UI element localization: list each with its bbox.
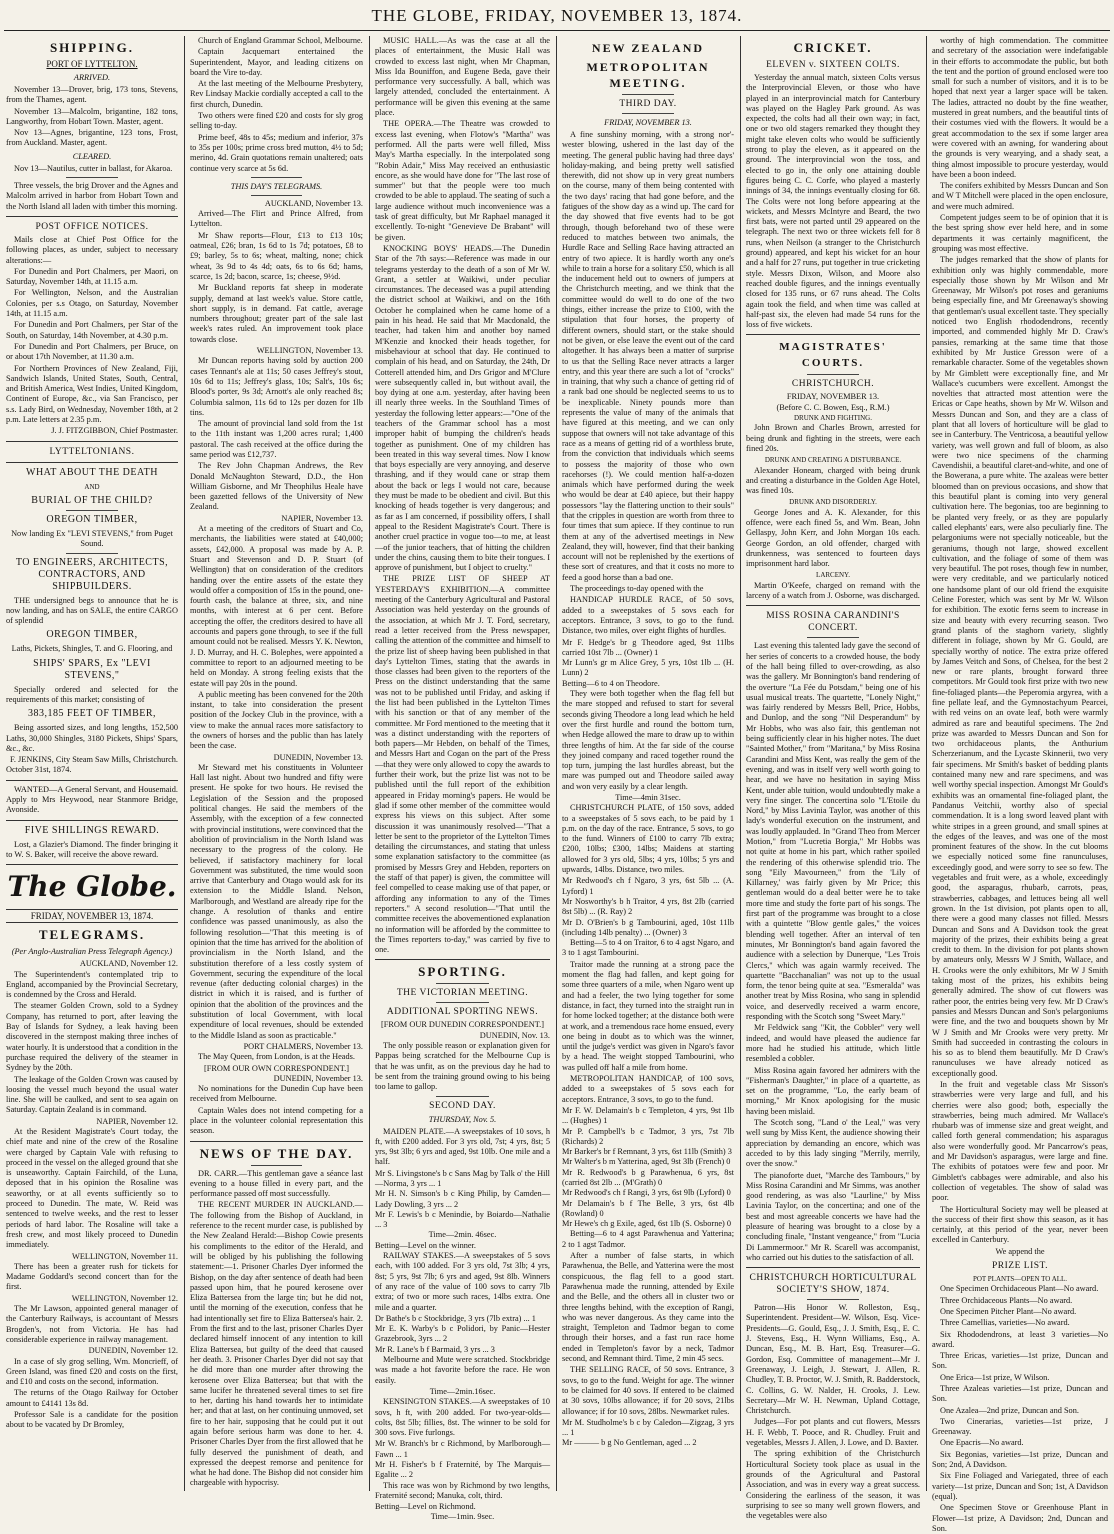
ad-jenkins: F. JENKINS, City Steam Saw Mills, Christchurch. (9, 755, 178, 765)
news-item: MUSIC HALL.—As was the case at all the places of entertainment, the Music Hall was crowded to excess last night, when Mr Chapman, Miss Ida Bouniffon, and Eugene Beda, gave their performance very successfully. A ball, which was largely attended, concluded the entertainment. A performance will be given this evening at the same place. (375, 36, 550, 118)
telegram: At a meeting of the creditors of Stuart and Co, merchants, the liabilities were stated at £40,000; assets, £42,000. A proposal was made by A. P. Stuart and Stevenson and D. P. Stuart (of Wellington) that on consideration of the creditors handing over the entire assets of the estate they would offer a composition of 15s in the pound, one-fourth cash, the balance at three, six, and nine months, with interest at 6 per cent. Before accepting the offer, the creditors desired to have all accounts and papers gone through, to see if the full amount could not be realised. Messrs Y. K. Newton, J. D. Murray, and H. C. Bolephes, were appointed a committee to report to an adjourned meeting to be held on Monday. A strong feeling exists that the estate will pay 20s in the pound. (190, 524, 363, 688)
correspondent-credit: [FROM OUR OWN CORRESPONDENT.] (203, 1063, 350, 1073)
telegram: The amount of provincial land sold from the 1st to the 11th instant was 1,200 acres rural; 1,400 pastoral. The cash received at the office during the same period was £12,737. (190, 419, 363, 459)
race-time: Time—2min. 46sec. (428, 1230, 497, 1240)
column-2 (190, 36, 363, 1491)
race-result: Mr ——— b g No Gentleman, aged ... 2 (562, 1438, 697, 1448)
race-result: Mr H. Fisher's b f Fraternité, by The Marquis—Egalite ... 2 (375, 1460, 550, 1480)
dateline-wellington: WELLINGTON, November 13. (256, 346, 363, 356)
section-heading-news-of-the-day: NEWS OF THE DAY. (199, 1145, 354, 1161)
ad-date: October 31st, 1874. (6, 765, 72, 775)
news-item: DR. CARR.—This gentleman gave a séance last evening to a house filled in every part, and the performance passed off most successfully. (190, 1168, 363, 1199)
sporting-item: The only possible reason or explanation given for Pappas being scratched for the Melbourne Cup is that he was unfit, as on the previous day he had to be sent from the training ground owing to his being too lame to gallop. (375, 1041, 550, 1092)
subheading-date: FRIDAY, NOVEMBER 13. (604, 118, 692, 127)
prize-entry: Two Cinerarias, varieties—1st prize, J Greenaway. (932, 1416, 1108, 1437)
telegram: Two others were fined £20 and costs for sly grog selling to-day. (190, 111, 363, 131)
prize-entry: One Specimen Stove or Greenhouse Plant in Flower—1st prize, A Davidson; 2nd, Duncan and Son. (932, 1503, 1108, 1533)
telegram: At the Resident Magistrate's Court today, the chief mate and nine of the crew of the Rosaline were charged by Captain Vale with refusing to proceed in the vessel on the alleged ground that she is unseaworthy. Captain Fairchild, of the Luna, deposed that in his opinion the Rosaline was seaworthy, or at all events sufficiently so to proceed to Dunedin. The mate, W. Reid was sentenced to twelve weeks, and the rest to lesser periods of hard labor. The Rosaline will take a fresh crew, and most likely proceed to Dunedin immediately. (6, 1127, 178, 1250)
column-4 (562, 36, 734, 1491)
race-betting: Betting—6 to 4 agst Parawhenua and Yatterina; 2 to 1 agst Tadmor. (562, 1229, 734, 1249)
column-1 (6, 36, 178, 1491)
cricket-report: Yesterday the annual match, sixteen Colts versus the Interprovincial Eleven, or those who have played in an interprovincial match for Canterbury was played on the Hagley Park ground. As was expected, the colts had all their own way; in fact, one or two old stagers remarked they thought they might take eleven colts who would be sufficiently strong to play the eleven, as it appeared on the ground. The interprovincial won the toss, and elected to go in, the only one attaining double figures being C. C. Corfe, who played a masterly innings of 34, the innings eventually closing for 68. The Colts were not long before appearing at the wickets, and Messrs McIntyre and Beard, the two first bats, were not parted until 29 appeared on the telegraph. The next two or three wickets fell for 8 runs, when Neilson (a stranger to the Christchurch ground) appeared, and kept his wicket for an hour and a half for 27 runs, put together in true cricketing style. Messrs Dixon, Wilson, and Moore also reached double figures, and the innings eventually closed for 135 runs, or 67 runs ahead. The Colts again took the field, and when time was called at half-past six, the eleven had made 54 runs for the loss of five wickets. (746, 73, 920, 330)
race-result: Mr M. Studholme's b c by Caledon—Zigzag, 3 yrs ... 1 (562, 1417, 734, 1438)
dateline: FRIDAY, NOVEMBER 13, 1874. (6, 909, 178, 923)
horticultural-report: Patron—His Honor W. Rolleston, Esq., Superintendent. President—W. Wilson, Esq. Vice-Presidents—G. Gould, Esq., J. J. Smith, Esq., E. C. J. Stevens, Esq., H. Wynn Williams, Esq., A. Duncan, Esq., M. B. Hart, Esq. Treasurer—G. Gordon, Esq. Committee of management—Mr J. Greenaway, J. Leigh, J. Stewart, J. Allen, R. Chudley, T. B. Proctor, W. J. Smith, R. Badderstock, C. Collins, G. W. Nalder, H. Crooks, J. Lew. Secretary—Mr W. H. Newman, Upland Cottage, Christchurch. (746, 1303, 920, 1416)
race-result: Dr Bathe's b c Stockbridge, 3 yrs (7lb extra) ... 1 (375, 1313, 536, 1323)
horticultural-report: Competent judges seem to be of opinion that it is the best spring show ever held here, and in some departments it was certainly magnificent, the grouping was most effective. (932, 213, 1108, 253)
race-description: RAILWAY STAKES.—A sweepstakes of 5 sovs each, with 100 added. For 3 yrs old, 7st 3lb; 4 yrs, 8st; 5 yrs, 9st 7lb; 6 yrs and aged, 9st 8lb. Winners of any race of the value of 100 sovs to carry 7lb extra; of two or more such races, 14lbs extra. One mile and a quarter. (375, 1251, 550, 1312)
prize-entry: Six Begonias, varieties—1st prize, Duncan and Son; 2nd, A Davidson. (932, 1449, 1108, 1470)
race-time: Time—4min 31sec. (615, 793, 681, 802)
agency-credit: (Per Anglo-Australian Press Telegraph Agency.) (11, 947, 173, 957)
race-betting: Betting—Level on the winner. (375, 1240, 476, 1250)
court-case: John Brown and Charles Brown, arrested for being drunk and fighting in the streets, were each fined 20s. (746, 423, 920, 453)
court-case: Alexander Honeam, charged with being drunk and creating a disturbance in the Golden Age Hotel, was fined 10s. (746, 465, 920, 496)
masthead: THE GLOBE, FRIDAY, NOVEMBER 13, 1874. (371, 6, 743, 25)
telegram: The Rev John Chapman Andrews, the Rev Donald McNaughton Steward, D.D., the Hon William Gisborne, and Mr Theophilus Heale have been gazetted fellows of the University of New Zealand. (190, 461, 363, 512)
column-3 (375, 36, 550, 1522)
subheading-match: ELEVEN v. SIXTEEN COLTS. (766, 60, 900, 70)
section-heading-telegrams: TELEGRAMS. (38, 927, 146, 943)
telegram: The May Queen, from London, is at the Heads. (198, 1052, 355, 1062)
race-result: Mr Delamain's b f The Belle, 3 yrs, 6st 4lb (Rowland) 0 (562, 1198, 734, 1218)
race-result: Mr Redwood's ch f Ngaro, 3 yrs, 6st 5lb ... (A. Lyford) 1 (562, 876, 734, 896)
subheading-additional-news: ADDITIONAL SPORTING NEWS. (386, 1007, 539, 1018)
telegram: The Mr Lawson, appointed general manager of the Canterbury Railways, is accountant of Messrs Brogden's, not from Victoria. He has had considerable experience in railway management. (6, 1304, 178, 1344)
telegram: At the last meeting of the Melbourne Presbytery, Rev Lindsay Mackie cordially accepted a call to the first church, Dunedin. (190, 79, 363, 109)
dateline-dunedin: DUNEDIN, November 12. (88, 1346, 178, 1356)
ad-oregon-timber: OREGON TIMBER, (46, 513, 138, 525)
section-heading-cricket: CRICKET. (793, 40, 873, 55)
telegram: There has been a greater rush for tickets for Madame Goddard's second concert than for the first. (6, 1261, 178, 1292)
concert-review: Miss Rosina again favored her admirers with the "Fisherman's Daughter," in place of a quartette, as set on the programme, "Lo, the early beam of morning," Mr Knox apologising for the music having been mislaid. (746, 1065, 920, 1116)
subheading-second-day: SECOND DAY. (429, 1100, 496, 1111)
race-betting: Betting—Level on Richmond. (375, 1502, 476, 1512)
telegram: Church of England Grammar School, Melbourne. (198, 36, 363, 45)
race-description: CHRISTCHURCH PLATE, of 150 sovs, added to a sweepstakes of 5 sovs each, to be paid by 1 p.m. on the day of the race. Entrance, 5 sovs, to go to the fund. Winners of £100 to carry 7lb extra; £200, 10lbs; £300, 14lbs; Maidens at starting allowed for 3 yrs old, 5lbs; 4 yrs, 10lbs; 5 yrs and upwards, 14lbs. Distance, two miles. (562, 803, 734, 875)
masthead-rule (4, 30, 1110, 31)
section-heading-metropolitan: METROPOLITAN MEETING. (586, 60, 710, 90)
race-result: Mr F. W. Delamain's b c Templeton, 4 yrs, 9st 1lb ... (Hughes) 1 (562, 1105, 734, 1126)
race-result: Mr W. Branch's br c Richmond, by Marlborough—Fawn ... 1 (375, 1439, 550, 1459)
race-report: Traitor made the running at a strong pace the moment the flag had fallen, and kept going for some three quarters of a mile, when Ngaro went up and had a feeler, the two lying together for some distance, in fact, they turned into the straight run in for home locked together; at the distance both were at work, and a tremendous race home ensued, every one being in doubt as to which was the winner, until the judge's verdict was given in Ngaro's favor by a head. The weight stopped Tambourini, who was pulled off half a mile from home. (562, 959, 734, 1072)
dateline-wellington: WELLINGTON, November 11. (72, 1251, 178, 1261)
telegram: The leakage of the Golden Crown was caused by loosing the vessel much beyond the usual water line. She will be caulked, and sent to sea again on Saturday. Captain Zealand is in command. (6, 1074, 178, 1115)
race-note: Melbourne and Mute were scratched. Stockbridge was made a hot favorite before the race. He won easily. (375, 1355, 550, 1385)
ad-lost: Lost, a Glazier's Diamond. The finder bringing it to W. S. Baker, will receive the above reward. (6, 839, 178, 859)
post-notice: For Dunedin and Port Chalmers, per Star of the South, on Saturday, 14th November, at 4.30 p.m. (6, 320, 178, 340)
prize-list-intro: We append the (995, 1246, 1045, 1256)
race-note: This race was won by Richmond by two lengths, Fraternité second; Manuka, colt, third. (375, 1480, 550, 1500)
section-heading-sporting: SPORTING. (418, 964, 507, 980)
race-description: METROPOLITAN HANDICAP, of 100 sovs, added to a sweepstakes of 5 sovs each for acceptors. Entrance, 3 sovs, to go to the fund. (562, 1074, 734, 1104)
ad-oregon-timber-2: OREGON TIMBER, (46, 629, 138, 641)
column-6 (932, 36, 1108, 1533)
ad-engineers: TO ENGINEERS, ARCHITECTS, CONTRACTORS, AND SHIPBUILDERS. (15, 556, 169, 592)
ad-burial: BURIAL OF THE CHILD? (31, 494, 153, 506)
race-result: Mr Nosworthy's b h Traitor, 4 yrs, 8st 2lb (carried 8st 5lb) ... (R. Ray) 2 (562, 896, 734, 917)
charge-heading: DRUNK AND DISORDERLY. (789, 498, 877, 507)
ad-what-about: WHAT ABOUT THE DEATH (26, 466, 158, 478)
dateline-port-chalmers: PORT CHALMERS, November 13. (243, 1041, 363, 1051)
news-item: THE PRIZE LIST OF SHEEP AT YESTERDAY'S EXHIBITION.—A committee meeting of the Canterbury Agricultural and Pastoral Association was held yesterday on the grounds of the association, at which Mr J. T. Ford, secretary, read a letter received from the Press newspaper, calling the attention of the committee and himself to the prize list of sheep having been published in that day's Lyttelton Times, stating that the awards in those classes had been given to the reporters of the Press on the distinct understanding that the same was not to be published until Friday, and asking if the list had been published in the Lyttelton Times with his sanction or that of any member of the committee. Mr Ford mentioned to the meeting that it was a distinct understanding with the reporters of both papers—Mr Hebden, on behalf of the Times, and Messrs Hart and Cogan on the part of the Press—that they were only allowed to copy the awards to further their work, but the prize list was not to be published until the full report of the exhibition appeared in Friday morning's papers. He would be glad if some other member of the committee would express his views on this subject. After some discussion it was unanimously resolved—"That a letter be sent to the proprietor of the Lyttelton Times detailing the circumstances, and stating that unless some explanation satisfactory to the committee (as promised by Messrs Grey and Hebden, reporters on the staff of that paper) is given, the committee will feel compelled to cease making use of that paper, or affording any information to any of the Times reporters." A second resolution—"That until the committee receives the abovementioned explanation no information will be afforded by the committee to the Times reporters to-day," was carried by five to one. (375, 574, 550, 955)
prize-entry: One Epacris—No award. (940, 1438, 1024, 1448)
telegram: Captain Jacquemart entertained the Superintendent, Mayor, and leading citizens on board the Vire to-day. (190, 47, 363, 77)
section-heading-horticultural: CHRISTCHURCH HORTICULTURAL SOCIETY'S SHOW, 1874. (749, 1273, 917, 1296)
shipping-note: Three vessels, the brig Drover and the Agnes and Malcolm arrived in harbor from Hobart Town and the North Island all laden with timber this morning. (6, 181, 178, 211)
race-result: Mr S. Livingstone's b c Sans Mag by Talk o' the Hill—Norma, 3 yrs ... 1 (375, 1168, 550, 1188)
shipping-arrival: November 13—Malcolm, brigantine, 182 tons, Langworthy, from Hobart Town. Master, agent. (6, 106, 178, 126)
subheading-cleared: CLEARED. (72, 151, 112, 161)
section-heading-shipping: SHIPPING. (49, 40, 135, 55)
post-notice: For Dunedin and Port Chalmers, per Bruce, on or about 17th November, at 11.30 a.m. (6, 341, 178, 362)
telegram: Mr Duncan reports having sold by auction 200 cases Tennant's ale at 11s; 50 cases Jeffrey's stout, 10s 6d to 11s; Jeffrey's glass, 10s; Salt's, 10s 6s; Blood's porter, 9s 3d; Arnott's ale only reached 8s; Columbia salmon, 11s 6d to 12s per dozen for 1lb tins. (190, 356, 363, 417)
subheading-christchurch: CHRISTCHURCH. (791, 379, 875, 390)
race-description: KENSINGTON STAKES.—A sweepstakes of 10 sovs, h ft, with 200 added. For two-year-olds—colts, 8st 5lb; fillies, 8st. The winner to be sold for 300 sovs. Five furlongs. (375, 1397, 550, 1438)
subheading-arrived: ARRIVED. (73, 73, 111, 82)
race-betting: Betting—6 to 4 on Theodore. (562, 678, 660, 688)
subheading-date: THURSDAY, Nov. 5. (428, 1114, 497, 1124)
ad-specially: Specially ordered and selected for the requirements of this market; consisting of (6, 684, 178, 704)
horticultural-report: Judges—For pot plants and cut flowers, Messrs H. F. Webb, T. Pooce, and R. Chudley. Fruit and vegetables, Messrs J. Allen, J. Lowe, and D. Baxter. (746, 1417, 920, 1448)
section-heading-nz: NEW ZEALAND (591, 41, 705, 55)
horticultural-report: The judges remarked that the show of plants for exhibition only was highly commendable, more especially those shown by Mr Wilson and Mr Greenaway, Mr Wilson's pot roses and geraniums being especially fine, and Mr Greenaway's showing that gentleman's usual excellent taste. They specially noticed two English rhododendrons, recently imported, and commended highly Mr D. Craw's pansies, remarking at the same time that those exhibited by Mr Justice Gresson were of a remarkable character. Some of the vegetables shown by Mr Gimblett were exceptionally fine, and Mr Wallace's cucumbers were excellent. Amongst the novelties that attracted most attention were the Ericas or Cape heaths, shown by Mr W. Wilson and Messrs Duncan and Son, and they are a class of plant that all lovers of horticulture will be glad to see in Canterbury. The Ventricosa, a beautiful yellow variety, was well grown and full of bloom, as also were two nice specimens of the charming Cavendishii, a beautiful claret-and-white, and one of the Bowerana, a pure white. The azaleas were better bloomed than on previous occasions, and show that this beautiful plant is coming into very general cultivation here. The begonias, too are beginning to be planted very freely, or as they are popularly called elephants' ears, were also peculiarly fine. The pelargoniums were not specially noticeable, but the geraniums, though not large, showed excellent cultivation, and the foliage of some of them was very beautiful. The pot roses, though few in number, were very creditable, and we particularly noticed one handsome plant of our old friend the exquisite Celine Forester, which was sent by Mr W. Wilson for exhibition. The exotic ferns seem to increase in size and beauty with every recurring season. Two grand plants of the staghorn variety, slightly different in foliage, shown by Mr G. Gould, are specially worthy of notice. The extra prize offered by James Veitch and Sons, of Chelsea, for the best 2 new or rare plants, brought forward three competitors. Mr Gould took first prize with two new fine-foliaged plants—the Peperomia argyrea, with a fine pellate leaf, and the Gymnostachyum Pearcei, with red veins on an ovate leaf, both were warmly admired as rare and beautiful specimens. The 2nd prize was awarded to Messrs Duncan and Son for two orchidaceous plants, the Anthurium Scherzerianum, and the Lycaste Skinnerii, two very fair specimens. Mr Smith's basket of bedding plants contained many new and rare specimens, and was well worthy special inspection. Amongst Mr Gould's exhibits was an ornamental fine-foliaged plant, the Pandanus Veitchii, worthy also of special commendation. It is a long sword leaved plant with white stripes in a green ground, and small spines at the edges of the leaves, and was one of the most prominent features of the show. In the cut blooms we especially noticed some fine ranunculuses, exceedingly good, and were sorry to see so few. The vegetables and fruit were, as a whole, exceedingly good, the asparagus, rhubarb, carrots, peas, strawberries, cabbages, and lettuces being all well grown. In the 1st division, pot plants open to all, there were a good many classes not filled. Messrs Duncan and Sons and A Davidson took the great majority of the prizes, their exhibits being a great credit to them. In the division for pot plants shown by amateurs only, Messrs W J Smith, Wallace, and H. Crooks were the only exhibitors, Mr W J Smith taking most of the prizes, his exhibits being generally admired. The show of cut flowers was rather poor, the entries being very few. Mr D Craw's pansies and Messrs Duncan and Son's pelargoniums were fine, and the two and bouquets shown by Mr W J Smith and Mr Crooks were very pretty. Mr Smith had succeeded in contrasting the colours in his so as to blend them beautifully. Mr D Craw's ranunculuses we have already noticed as exceptionally good. (932, 255, 1108, 1078)
postmaster-signature: J. J. FITZGIBBON, Chief Postmaster. (51, 426, 178, 436)
charge-heading: DRUNK AND CREATING A DISTURBANCE. (764, 456, 902, 465)
race-report: They were both together when the flag fell but the mare stopped and refused to start for several seconds giving Theodore a long lead which he held over the first hurdle and round the bottom turn, when Hedge allowed the mare to draw up to within three lengths of him. At the far side of the course they joined company and raced together round the top turn, jumping the last hurdles abreast, but the mare was pumped out and Theodore sailed away and won very easily by a clear length. (562, 689, 734, 791)
race-description: HANDICAP HURDLE RACE, of 50 sovs, added to a sweepstakes of 5 sovs each for acceptors. Entrance, 3 sovs, to go to the fund. Distance, two miles, over eight flights of hurdles. (562, 595, 734, 636)
race-result: Mr H. N. Simson's b c King Philip, by Camden—Lady Dowling, 3 yrs ... 2 (375, 1189, 550, 1209)
column-rule (184, 36, 185, 1491)
prize-entry: Six Fine Foliaged and Variegated, three of each variety—1st prize, Duncan and Son; 1st, A Davidson (equal). (932, 1471, 1108, 1501)
race-result: Mr D. O'Brien's b g Tambourini, aged, 10st 11lb (including 14lb penalty) ... (Owner) 3 (562, 917, 734, 937)
telegram: Professor Sale is a candidate for the position about to be vacated by Dr Bromley, (6, 1410, 178, 1430)
prize-class-heading: POT PLANTS—OPEN TO ALL. (972, 1275, 1068, 1284)
ad-spars: SHIPS' SPARS, Ex "LEVI STEVENS," (33, 657, 151, 681)
prize-list-heading: PRIZE LIST. (992, 1261, 1048, 1272)
race-result: Mr R. Lane's b f Barmaid, 3 yrs ... 3 (375, 1344, 495, 1354)
telegram: Prime beef, 48s to 45s; medium and inferior, 37s to 35s per 100s; prime cross bred mutton, 4½ to 5d; merino, 4d. Grain quotations remain unaltered; oats continue very scarce at 5s 6d. (190, 132, 363, 173)
column-rule (740, 36, 741, 1491)
concert-review: Last evening this talented lady gave the second of her series of concerts to a crowded house, the body of the hall being filled to over-crowding, as also was the gallery. Mr Bonnington's band rendering of the overture "La Fée du Potsdam," being one of his usual musical treats. The quartette, "Lonely Night," was fairly rendered by Messrs Bell, Price, Hobbs, and Dunlop, and the song "Nil Desperandum" by Mr Hobbs, who was also fair, this gentleman not being sufficiently clear in his higher notes. The duet "Sainted Mother," from "Maritana," by Miss Rosina Carandini and Miss Kent, was really the gem of the evening, and was in itself very well worth going to hear, and we have no hesitation in saying Miss Kent, under able tuition, would undoubtedly make a very fine singer. The concertina solo "L'Etoile du Nord," by Miss Lavinia Taylor, was another of this lady's wonderful execution on the instrument, and was loudly applauded. In "Grand Theo from Mercer Motion," from "Lucretia Borgia," Mr Hobbs was not quite at home in his part, which rather spoiled the rendering of this otherwise splendid trio. The song "Eily Mavourneen," from the 'Lily of Killarney,' was fairly given by Mr Price; this gentleman would do a deal better were he to take more time and study the forte part of his songs. The first part of the programme was brought to a close with a quintette "Blow gentle gales," the voices blending well together. After an interval of ten minutes, Mr Bonnington's band again favored the audience with a selection by Dunerque, "Les Trois Clercs," which was again warmly received. The quartette "Bacchanalian" was not up to the usual form, the tenor being quite at sea. "Esmeralda" was another treat by Miss Rosina, who sang in splendid voice, and deservedly received a warm encore, responding with the Scotch song "Sweet Mary." (746, 641, 920, 1022)
court-case: George Jones and A. K. Alexander, for this offence, were each fined 5s, and Wm. Bean, John Gellaspy, John Kerr, and John Morgan 10s each. George Gordon, an old offender, charged with drunkenness, was sentenced to fourteen days imprisonment hard labor. (746, 507, 920, 569)
telegram: In a case of sly grog selling, Wm. Moncrieff, of Green Island, was fined £20 and costs on the first, and £10 and costs on the second, information. (6, 1356, 178, 1387)
telegram: The steamer Golden Crown, sold to a Sydney Company, has returned to port, after leaving the Bay of Islands for Sydney, a leak having been discovered in the sternpost making three inches of water hourly. It is understood that a condition in the purchase required the delivery of the steamer in Sydney by the 20th. (6, 1001, 178, 1073)
ad-laths: Laths, Pickets, Shingles, T. and G. Flooring, and (11, 644, 173, 654)
subheading-victorian-meeting: THE VICTORIAN MEETING. (396, 988, 529, 999)
newspaper-title: The Globe. (7, 870, 177, 904)
news-item: KNOCKING BOYS' HEADS.—The Dunedin Star of the 7th says:—Reference was made in our telegrams yesterday to the death of a son of Mr W. Grant, a settler at Waikiwi, under peculiar circumstances. The deceased was a pupil attending the district school at Waikiwi, and on the 16th October he complained when he came home of a pain in his head. He said that Mr Macdonald, the teacher, had taken him and another boy named M'Kenzie and knocked their heads together, for misbehaviour at school that day. He continued to complain of his head, and on Saturday, the 24th, Dr Cotterell attended him, and Drs Grigor and M'Clure were subsequently called in, but without avail, the boy dying at one a.m. yesterday, after having been ill nearly three weeks. In the Southland Times of yesterday the following letter appears:—"One of the teachers of the Grammar school has a most improper habit of bumping the children's heads together as punishment. One of my children has been treated in this way several times. Now I know that boys especially are very annoying, and deserve thrashing, and if they would cane or strap them about the back or legs I would not care, because they must be made to be obedient and civil. But this knocking of heads together is very dangerous; and as far as I am concerned, if possibility offers, I shall appeal to the Resident Magistrate's Court. There is another cruel practice in vogue too—to me, at least—of the junior teachers, that of hitting the children under the chins, causing them to bite their tongues. I approve of punishment, but I object to cruelty." (375, 243, 550, 573)
dateline-wellington: WELLINGTON, November 12. (71, 1293, 178, 1303)
correspondent-credit: [FROM OUR DUNEDIN CORRESPONDENT.] (380, 1020, 545, 1030)
ad-undersigned: THE undersigned begs to announce that he is now landing, and has on SALE, the entire CARGO of splendid (6, 595, 178, 626)
race-result: Mr P. Campbell's b c Tadmor, 3 yrs, 7st 7lb (Richards) 2 (562, 1126, 734, 1146)
ad-and: AND (84, 482, 100, 491)
race-result: Mr Hewe's ch g Exile, aged, 6st 1lb (S. Osborne) 0 (562, 1219, 732, 1229)
dateline-napier: NAPIER, November 13. (281, 513, 363, 523)
news-item: THE RECENT MURDER IN AUCKLAND.—The following from the Bishop of Auckland, in reference to the recent murder case, is published by the New Zealand Herald:—Bishop Cowie presents his compliments to the editor of the Herald, and will be obliged by his publishing the following statement:—1. Prisoner Charles Dyer informed the Bishop, on the day after sentence of death had been passed upon him, that he poured kerosene over Eliza Battersea from the large tin; but he did not, until the morning of the execution, confess that he had intentionally set fire to Eliza Battersea's hair. 2. From the first and to the last, prisoner Charles Dyer declared himself innocent of any intention to kill Eliza Battersea, but guilty of the deed that caused her death. 3. Prisoner Charles Dyer did not say that he did more than one murder after throwing the kerosene over Eliza Battersea; but that with the same lucifer he threatened several times to set fire to her, darting his hand towards her to intimidate her; and that at last, on her continuing unmoved, set fire to her hair, supposing that he could put it out again before serious harm was done to her. 4. Prisoner Charles Dyer from the first allowed that he fully deserved the punishment of death, and expressed the deepest remorse and penitence for what he had done. The Bishop did not consider him chargeable with hypocrisy. (190, 1200, 363, 1488)
race-time: Time—1min. 9sec. (430, 1512, 495, 1522)
race-result: Mr F. Lewis's b c Menindie, by Boiardo—Nathalie ... 3 (375, 1209, 550, 1230)
concert-review: The Scotch song, "Land o' the Leal," was very well sung by Miss Kent, the audience showing their appreciation by demanding an encore, which was acceded to by this lady singing "Merrily, merrily, over the snow." (746, 1118, 920, 1169)
charge-heading: LARCENY. (816, 571, 850, 580)
column-rule (926, 36, 927, 1491)
telegram: The returns of the Otago Railway for October amount to £4141 13s 8d. (6, 1388, 178, 1408)
race-result: Mr F. Hedge's br g Theodore aged, 9st 11lbs carried 10st 7lb ... (Owner) 1 (562, 637, 734, 657)
race-report: The proceedings to-day opened with the (570, 584, 704, 594)
subheading-third-day: THIRD DAY. (619, 99, 677, 109)
prize-entry: Three Camellias, varieties—No award. (940, 1318, 1070, 1328)
section-heading-magistrates: MAGISTRATES' COURTS. (779, 341, 887, 370)
dateline-dunedin: DUNEDIN, November 13. (273, 752, 363, 762)
horticultural-report: The Horticultural Society may well be pleased at the success of their first show this season, as it has certainly, at this period of the year, never been excelled in Canterbury. (932, 1204, 1108, 1245)
race-report: After a number of false starts, in which Parawhenua, the Belle, and Yatterina were the most conspicuous, the flag fell to a good start. Parawhenua made the running, attended by Exile and the Belle, and the others all in cluster two or three lengths behind, with the exception of Rangi, who was never dangerous. As they came into the straight, Templeton and Tadmor began to come through their horses, and a fast run race home ended in Templeton's favor by a neck, Tadmor second, and Remnant third. Time, 2 min 45 secs. (562, 1251, 734, 1364)
prize-entry: Three Azaleas varieties—1st prize, Duncan and Son. (932, 1384, 1108, 1404)
prize-entry: One Erica—1st prize, W Wilson. (940, 1372, 1050, 1382)
court-bench: (Before C. C. Bowen, Esq., R.M.) (776, 402, 890, 412)
shipping-cleared: Nov 13—Nautilus, cutter in ballast, for Akaroa. (14, 163, 173, 173)
prize-entry: Three Ericas, varieties—1st prize, Duncan and Son. (932, 1351, 1108, 1371)
race-betting: Betting—5 to 4 on Traitor, 6 to 4 agst Ngaro, and 3 to 1 agst Tambourini. (562, 938, 734, 958)
horticultural-report: The conifers exhibited by Messrs Duncan and Son and W T Mitchell were placed in the open enclosure, and were much admired. (932, 181, 1108, 211)
race-description: THE SELLING RACE, of 50 sovs. Entrance, 3 sovs, to go to the fund. Weight for age. The winner to be claimed for 40 sovs. If entered to be claimed at 30 sovs, 10lbs allowance; if for 20 sovs, 21lbs allowance; if for 10 sovs, 28lbs. Newmarket rules. (562, 1365, 734, 1416)
news-item: THE OPERA.—The Theatre was crowded to excess last evening, when Flotow's "Martha" was performed. All the parts were well filled, Miss May's Martha especially. In the interpolated song "Robin Adair," Miss May received an enthusiastic encore, as she would have done for "The last rose of summer" but that the people were too much crowded to be able to applaud. The seating of such a large audience without much inconvenience was a task of great difficulty, but Mr Raphael managed it excellently. To-night "Genevieve De Brabant" will be given. (375, 119, 550, 242)
telegram: Mr Steward met his constituents in Volunteer Hall last night. About two hundred and fifty were present. He spoke for two hours. He revised the Legislation of the Session and the proposed political changes. He said the members of the Assembly, with the exception of a few connected with provincial institutions, were convinced that the abolition of provincialism in the North Island was necessary to the progress of the colony. He believed, if satisfactory machinery for local Government was substituted, the time would soon arrive that Canterbury and Otago would ask for its extension to the Middle Island. Nelson, Marlborough, and Westland are already ripe for the change. A resolution of thanks and entire confidence was passed unanimously, as also the following resolution—"That this meeting is of opinion that the time has arrived for the abolition of provincialism in the North Island, and the substitution therefore of a less costly system of Government, securing the expenditure of the local revenue (after deducting colonial charges) in the district in which it is raised, and is further of opinion that the abolition of the provinces and the substitution of local Government, with local expenditure of local revenues, should be extended to the Middle Island as soon as practicable." (190, 762, 363, 1040)
horticultural-report: worthy of high commendation. The committee and secretary of the association were indefatigable in their efforts to accommodate the public, but both the tent and the portion of ground enclosed were too small for such a number of visitors, and it is to be hoped that next year a larger space will be taken. The ladies, attracted no doubt by the fine weather, mustered in great numbers, and the beautiful tints of their costumes vied with the flowers. It would be a great accommodation to the sex if some larger area were covered with an awning, for wandering about the grounds is very wearying, and a shady seat, a thing almost impossible to procure yesterday, would have been a boon indeed. (932, 36, 1108, 179)
shipping-arrival: November 13—Drover, brig, 173 tons, Stevens, from the Thames, agent. (6, 85, 178, 105)
race-result: Mr Redwood's ch f Rangi, 3 yrs, 6st 9lb (Lyford) 0 (562, 1188, 731, 1198)
telegram: Mr Shaw reports—Flour, £13 to £13 10s; oatmeal, £26; bran, 1s 6d to 1s 7d; potatoes, £8 to £9; barley, 5s to 6s; wheat, malting, none; chick wheat, 3s 9d to 4s 4d; oats, 6s to 6s 6d; hams, scarce, 1s 2d; bacon, scarce, 1s; cheese, 9½d. (190, 230, 363, 281)
race-result: Mr E. K. Warby's b c Polidori, by Panic—Hester Grazebrook, 3yrs ... 2 (375, 1324, 550, 1344)
race-report: A fine sunshiny morning, with a strong nor'-wester blowing, ushered in the last day of the meeting. The general public having had three days' holiday-making, and being pretty well satisfied therewith, did not show up in very great numbers on the course, many of them being contented with the two days' racing that had gone before, and the fatigues of the show day as a wind up. The card for the day showed that five events had to be got through, though beforehand two of these were reduced to matches between two animals, the Hurdle Race and Selling Race having attracted an entry of two apiece. It is hardly worth any one's while to train a horse for a solitary £50, which is all the inducement held out to owners of jumpers at the Christchurch meeting, and we think that the committee would do well to do one of the two things, either increase the prize to £100, with the stipulation that four horses, the property of different owners, should start, or the stake should not be given, or else leave the event out of the card altogether. It has always been a matter of surprise to us that the Selling Race never attracts a larger entry, and this year there are such a lot of "crocks" in training, that why such a chance of getting rid of a rank bad one should be neglected seems to us to be inexplicable. Ninety pounds more than represents the value of many of the animals that have figured at this meeting, and we can only suppose that owners will not take advantage of this race as a means of getting rid of a worthless brute, from the conviction that individuals which seems to possess the majority of those who own racehorses (!). We could mention half-a-dozen animals which have performed during the week who would be dear at £40 apiece, but their happy possessors "lay the flattering unction to their souls" that the cripples in question are worth from three to four times that sum apiece. If they continue to run them at any of the advertised meetings in New Zealand, they will, however, find that their banking account will not be replenished by the exertions of these sort of creatures, and that it costs no more to feed a good horse than a bad one. (562, 130, 734, 582)
horticultural-report: The spring exhibition of the Christchurch Horticultural Society took place as usual in the grounds of the Agricultural and Pastoral Association, and was in every way a great success. Considering the earliness of the season, it was surprising to see so many well grown flowers, and the vegetables were also (746, 1449, 920, 1521)
ad-being: Being assorted sizes, and long lengths, 152,500 Laths, 30,000 Shingles, 3180 Pickets, Ships' Spars, &c., &c. (6, 723, 178, 753)
prize-entry: One Specimen Orchidaceous Plant—No award. (940, 1284, 1099, 1294)
court-case: Martin O'Keefe, charged on remand with the larceny of a watch from J. Osborne, was discharged. (746, 580, 920, 601)
race-result: Mr Barker's br f Remnant, 3 yrs, 6st 11lb (Smith) 3 (562, 1147, 732, 1157)
post-notice: For Wellington, Nelson, and the Australian Colonies, per s.s Otago, on Saturday, November 14th, at 11.15 a.m. (6, 288, 178, 319)
column-rule (369, 36, 370, 1491)
telegram: Arrived—The Flirt and Prince Alfred, from Lyttelton. (190, 209, 363, 229)
post-notice: Mails close at Chief Post Office for the following places, as under, subject to necessary alterations:— (6, 234, 178, 265)
ad-wanted: WANTED—A General Servant, and Housemaid. Apply to Mrs Heywood, near Stanmore Bridge, Avonside. (6, 784, 178, 815)
concert-review: Mr Feldwick sang "Kit, the Cobbler" very well indeed, and would have pleased the audience far more had he studied his attitude, which little resembled a cobbler. (746, 1023, 920, 1064)
ad-landing: Now landing Ex "LEVI STEVENS," from Puget Sound. (11, 528, 173, 549)
shipping-arrival: Nov 13—Agnes, brigantine, 123 tons, Frost, from Auckland. Master, agent. (6, 128, 178, 148)
prize-entry: Three Orchidaceous Plants—No award. (940, 1295, 1073, 1305)
telegram: Captain Wales does not intend competing for a place in the volunteer colonial representation this season. (190, 1105, 363, 1136)
charge-heading: DRUNK AND FIGHTING. (794, 414, 872, 423)
dateline-auckland: AUCKLAND, November 12. (79, 959, 178, 969)
section-heading-this-days-telegrams: THIS DAY'S TELEGRAMS. (230, 181, 323, 191)
section-heading-lytteltonians: LYTTELTONIANS. (49, 446, 135, 457)
prize-entry: Six Rhododendrons, at least 3 varieties—No award. (932, 1329, 1108, 1349)
race-description: MAIDEN PLATE.—A sweepstakes of 10 sovs, h ft, with £200 added. For 3 yrs old, 7st; 4 yrs, 8st; 5 yrs, 9st 3lb; 6 yrs and aged, 9st 10lb. One mile and a half. (375, 1126, 550, 1167)
horticultural-report: In the fruit and vegetable class Mr Sisson's strawberries were very large and full, and his cherries were also good; both, especially the strawberries, being much admired. Mr Wallace's rhubarb was of immense size and great weight, and called forth general commendation; his asparagus also were wonderfully good. Mr Pancarrow's peas, and Mr Davidson's asparagus, were large and fine. The exhibits of potatoes were few and poor. Mr Gimblett's cabbages were admirable, and also his collection of vegetables. The show of salad was poor. (932, 1079, 1108, 1203)
section-heading-post-office: POST OFFICE NOTICES. (35, 221, 149, 232)
section-heading-concert: MISS ROSINA CARANDINI'S CONCERT. (766, 611, 900, 634)
dateline-napier: NAPIER, November 12. (96, 1116, 178, 1126)
subheading-date: FRIDAY, NOVEMBER 13. (786, 392, 880, 402)
dateline-auckland: AUCKLAND, November 13. (264, 198, 363, 208)
concert-review: The pianoforte duet, "Marche des Tambours," by Miss Rosina Carandini and Mr Simms, was another good rendering, as was also "Laurline," by Miss Lavinia Taylor, on the concertina; and one of the best and most agreeable concerts we have had the pleasure of hearing was brought to a close by a concluding finale, "Instant vengeance," from "Lucia Di Lammermoor." Mr R. Scarell was accompanist, who carried out his duties to the satisfaction of all. (746, 1170, 920, 1262)
column-5 (746, 36, 920, 1521)
ad-feet: 383,185 FEET OF TIMBER, (27, 708, 157, 720)
ad-reward: FIVE SHILLINGS REWARD. (24, 824, 160, 836)
post-notice: For Northern Provinces of New Zealand, Fiji, Sandwich Islands, United States, South, Central, and British America, West Indies, United Kingdom, Continent of Europe, &c., via San Francisco, per s.s. Lady Bird, on Wednesday, November 18th, at 2 p.m. Late letters at 2.35 p.m. (6, 363, 178, 425)
race-result: Mr R. Redwood's b g Parawhenua, 6 yrs, 8st (carried 8st 2lb ... (M'Grath) 0 (562, 1167, 734, 1187)
telegram: A public meeting has been convened for the 20th instant, to take into consideration the present position of the Jockey Club in the province, with a view to make the annual races more satisfactory to the owners of horses and the public than has lately been the case. (190, 689, 363, 751)
dateline-dunedin: DUNEDIN, November 13. (273, 1073, 363, 1083)
telegram: Mr Buckland reports fat sheep in moderate supply, demand at last week's value. Store cattle, short supply, is in demand. Fat cattle, average numbers throughout; greater part of the sale last week's rates ruled. An improvement took place towards close. (190, 283, 363, 344)
telegram: No nominations for the Dunedin Cup have been received from Melbourne. (190, 1084, 363, 1104)
column-rule (556, 36, 557, 1491)
prize-entry: One Specimen Pitcher Plant—No award. (940, 1306, 1077, 1316)
race-time: Time—2min.16sec. (429, 1386, 496, 1396)
subheading-port: PORT OF LYTTELTON. (46, 59, 138, 69)
race-result: Mr Walter's b m Yatterina, aged, 9st 3lb (French) 0 (562, 1157, 731, 1167)
prize-entry: One Azalea—2nd prize, Duncan and Son. (940, 1405, 1079, 1415)
race-result: Mr Lunn's gr m Alice Grey, 5 yrs, 10st 1lb ... (H. Lunn) 2 (562, 658, 734, 678)
dateline-dunedin: DUNEDIN, Nov. 13. (479, 1030, 550, 1040)
post-notice: For Dunedin and Port Chalmers, per Maori, on Saturday, November 14th, at 11.15 a.m. (6, 266, 178, 287)
telegram: The Superintendent's contemplated trip to England, accompanied by the Provincial Secretary, is condemned by the Cross and Herald. (6, 969, 178, 1000)
